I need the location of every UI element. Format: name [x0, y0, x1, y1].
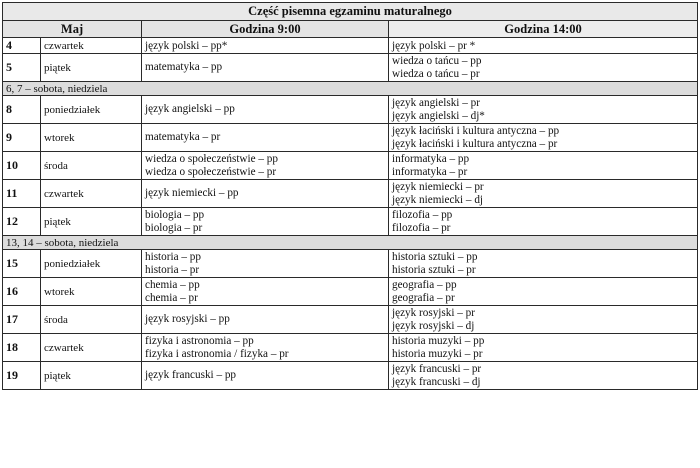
day-number: 10 [3, 152, 41, 180]
day-number: 18 [3, 334, 41, 362]
weekend-label: 6, 7 – sobota, niedziela [3, 82, 698, 96]
afternoon-exam [389, 54, 698, 82]
exam-entry: historia muzyki – pr [392, 347, 483, 360]
morning-exam [142, 278, 389, 306]
exam-entry: chemia – pp [145, 278, 200, 291]
table-row [3, 54, 698, 82]
table-row [3, 96, 698, 124]
exam-entry: język łaciński i kultura antyczna – pr [392, 137, 558, 150]
afternoon-exam [389, 180, 698, 208]
exam-entry: język francuski – pp [145, 369, 237, 381]
exam-entry: język niemiecki – dj [392, 193, 484, 206]
table-row [3, 250, 698, 278]
header-month: Maj [3, 21, 142, 38]
exam-entry: język łaciński i kultura antyczna – pp [392, 124, 560, 137]
afternoon-exam [389, 38, 698, 54]
morning-exam [142, 38, 389, 54]
weekend-label: 13, 14 – sobota, niedziela [3, 236, 698, 250]
table-row [3, 278, 698, 306]
exam-entry: język niemiecki – pr [392, 180, 484, 193]
weekday: wtorek [41, 124, 142, 152]
exam-entry: geografia – pr [392, 291, 455, 304]
table-row [3, 334, 698, 362]
exam-entry: historia – pr [145, 263, 200, 276]
exam-entry: język angielski – pp [145, 103, 235, 115]
exam-entry: język polski – pp* [145, 39, 228, 52]
day-number: 17 [3, 306, 41, 334]
weekday: czwartek [41, 38, 142, 54]
day-number: 19 [3, 362, 41, 390]
exam-entry: wiedza o społeczeństwie – pr [145, 165, 277, 178]
table-row [3, 152, 698, 180]
exam-entry: matematyka – pr [145, 131, 221, 143]
day-number: 8 [3, 96, 41, 124]
afternoon-exam [389, 334, 698, 362]
exam-entry: język angielski – dj* [392, 109, 485, 122]
exam-entry: filozofia – pr [392, 221, 451, 234]
day-number: 9 [3, 124, 41, 152]
weekday: środa [41, 306, 142, 334]
exam-entry: język rosyjski – pr [392, 306, 475, 319]
table-title: Część pisemna egzaminu maturalnego [3, 3, 698, 21]
exam-schedule-table [2, 2, 698, 390]
exam-entry: wiedza o społeczeństwie – pp [145, 152, 278, 165]
exam-entry: biologia – pr [145, 221, 203, 234]
afternoon-exam [389, 152, 698, 180]
morning-exam [142, 306, 389, 334]
exam-entry: fizyka i astronomia / fizyka – pr [145, 347, 289, 360]
day-number: 4 [3, 38, 41, 54]
day-number: 5 [3, 54, 41, 82]
morning-exam [142, 96, 389, 124]
exam-entry: język rosyjski – pp [145, 313, 230, 325]
table-row [3, 306, 698, 334]
weekday: poniedziałek [41, 96, 142, 124]
table-row [3, 180, 698, 208]
exam-entry: chemia – pr [145, 291, 198, 304]
afternoon-exam [389, 278, 698, 306]
weekday: piątek [41, 208, 142, 236]
morning-exam [142, 54, 389, 82]
morning-exam [142, 362, 389, 390]
exam-entry: biologia – pp [145, 208, 205, 221]
exam-entry: język francuski – pr [392, 362, 482, 375]
table-row [3, 362, 698, 390]
table-row [3, 208, 698, 236]
day-number: 12 [3, 208, 41, 236]
weekday: poniedziałek [41, 250, 142, 278]
exam-entry: informatyka – pp [392, 152, 470, 165]
morning-exam [142, 180, 389, 208]
exam-entry: wiedza o tańcu – pr [392, 67, 480, 80]
weekday: czwartek [41, 180, 142, 208]
day-number: 11 [3, 180, 41, 208]
afternoon-exam [389, 362, 698, 390]
exam-entry: geografia – pp [392, 278, 457, 291]
weekday: wtorek [41, 278, 142, 306]
exam-entry: język francuski – dj [392, 375, 481, 388]
header-afternoon: Godzina 14:00 [389, 21, 698, 38]
weekday: piątek [41, 362, 142, 390]
day-number: 16 [3, 278, 41, 306]
exam-entry: język rosyjski – dj [392, 319, 475, 332]
exam-entry: filozofia – pp [392, 208, 453, 221]
afternoon-exam [389, 208, 698, 236]
exam-entry: historia muzyki – pp [392, 334, 485, 347]
weekday: piątek [41, 54, 142, 82]
exam-entry: język angielski – pr [392, 96, 480, 109]
weekend-separator [3, 236, 698, 250]
exam-entry: fizyka i astronomia – pp [145, 334, 254, 347]
morning-exam [142, 250, 389, 278]
afternoon-exam [389, 306, 698, 334]
table-row [3, 38, 698, 54]
morning-exam [142, 152, 389, 180]
weekend-separator [3, 82, 698, 96]
table-row [3, 124, 698, 152]
morning-exam [142, 124, 389, 152]
afternoon-exam [389, 96, 698, 124]
exam-entry: język polski – pr * [392, 39, 476, 52]
table-title-row [3, 3, 698, 21]
weekday: czwartek [41, 334, 142, 362]
exam-entry: matematyka – pp [145, 61, 223, 73]
afternoon-exam [389, 250, 698, 278]
column-header-row [3, 21, 698, 38]
afternoon-exam [389, 124, 698, 152]
exam-entry: historia – pp [145, 250, 201, 263]
weekday: środa [41, 152, 142, 180]
morning-exam [142, 334, 389, 362]
exam-entry: historia sztuki – pr [392, 263, 476, 276]
morning-exam [142, 208, 389, 236]
day-number: 15 [3, 250, 41, 278]
exam-entry: wiedza o tańcu – pp [392, 54, 482, 67]
header-morning: Godzina 9:00 [142, 21, 389, 38]
exam-entry: język niemiecki – pp [145, 187, 239, 199]
exam-entry: informatyka – pr [392, 165, 468, 178]
exam-entry: historia sztuki – pp [392, 250, 478, 263]
